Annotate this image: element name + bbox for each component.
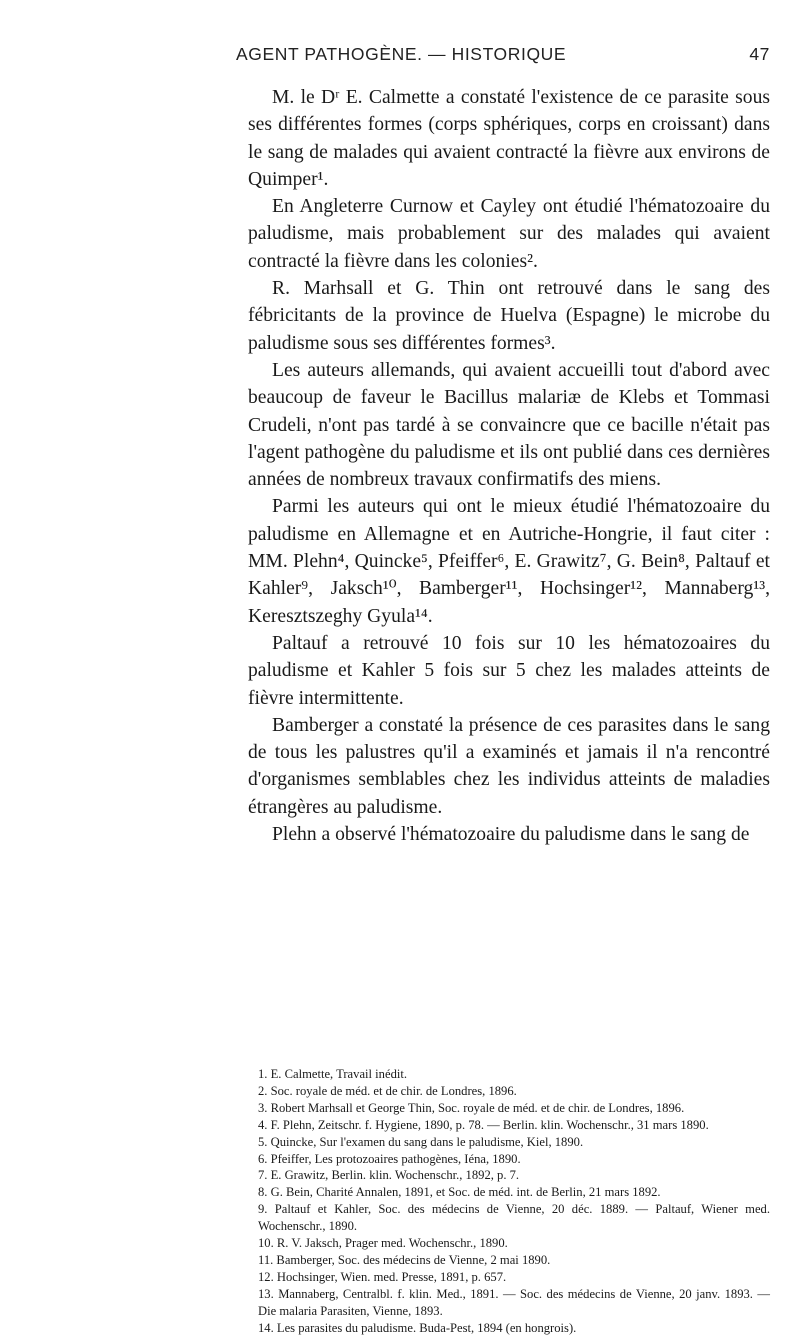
running-header bbox=[236, 44, 770, 76]
footnote: 9. Paltauf et Kahler, Soc. des médecins de Vienne, 20 déc. 1889. — Paltauf, Wiener med. Wochenschr., 1890. bbox=[258, 1202, 770, 1234]
paragraph-author-list: Parmi les auteurs qui ont le mieux étudié l'hématozoaire du paludisme en Allemagne et en Autriche-Hongrie, il faut citer : MM. Plehn⁴, Quincke⁵, Pfeiffer⁶, E. Grawitz⁷, G. Bein⁸, Paltauf et Kahler⁹, Jaksch¹⁰, Bamberger¹¹, Hochsinger¹², Mannaberg¹³, Keresztszeghy Gyula¹⁴. bbox=[248, 496, 770, 627]
paragraph-marhsall-thin: R. Marhsall et G. Thin ont retrouvé dans le sang des fébricitants de la province de Huelva (Espagne) le microbe du paludisme sous ses différentes formes³. bbox=[248, 278, 770, 354]
footnote: 8. G. Bein, Charité Annalen, 1891, et Soc. de méd. int. de Berlin, 21 mars 1892. bbox=[258, 1185, 661, 1200]
footnote: 12. Hochsinger, Wien. med. Presse, 1891, p. 657. bbox=[258, 1269, 507, 1284]
footnote: 1. E. Calmette, Travail inédit. bbox=[258, 1067, 408, 1081]
paragraph-german-authors: Les auteurs allemands, qui avaient accueilli tout d'abord avec beaucoup de faveur le Bacillus malariæ de Klebs et Tommasi Crudeli, n'ont pas tardé à se convaincre que ce bacille n'était pas l'agent pathogène du paludisme et ils ont publié dans ces dernières années de nombreux travaux confirmatifs des miens. bbox=[248, 359, 770, 491]
footnote: 6. Pfeiffer, Les protozoaires pathogènes, Iéna, 1890. bbox=[258, 1151, 521, 1166]
page-number: 47 bbox=[749, 44, 770, 64]
paragraph-bamberger: Bamberger a constaté la présence de ces parasites dans le sang de tous les palustres qu'il a examinés et jamais il n'a rencontré d'organismes semblables chez les individus atteints de maladies étrangères au paludisme. bbox=[248, 714, 770, 818]
paragraph-paltauf-kahler: Paltauf a retrouvé 10 fois sur 10 les hématozoaires du paludisme et Kahler 5 fois sur 5 chez les malades atteints de fièvre intermittente. bbox=[248, 632, 770, 709]
footnote: 11. Bamberger, Soc. des médecins de Vienne, 2 mai 1890. bbox=[258, 1252, 551, 1267]
footnote: 4. F. Plehn, Zeitschr. f. Hygiene, 1890, p. 78. — Berlin. klin. Wochenschr., 31 mars 1890. bbox=[258, 1117, 709, 1132]
footnote: 3. Robert Marhsall et George Thin, Soc. royale de méd. et de chir. de Londres, 1896. bbox=[258, 1100, 685, 1115]
footnote: 14. Les parasites du paludisme. Buda-Pest, 1894 (en hongrois). bbox=[258, 1320, 577, 1335]
footnote: 5. Quincke, Sur l'examen du sang dans le paludisme, Kiel, 1890. bbox=[258, 1134, 584, 1149]
footnote: 10. R. V. Jaksch, Prager med. Wochenschr., 1890. bbox=[258, 1236, 508, 1251]
footnote: 7. E. Grawitz, Berlin. klin. Wochenschr., 1892, p. 7. bbox=[258, 1168, 520, 1183]
paragraph-curnow-cayley: En Angleterre Curnow et Cayley ont étudié l'hématozoaire du paludisme, mais probablement sur des malades qui avaient contracté la fièvre dans les colonies². bbox=[248, 196, 770, 272]
footnote: 2. Soc. royale de méd. et de chir. de Londres, 1896. bbox=[258, 1083, 517, 1098]
footnote: 13. Mannaberg, Centralbl. f. klin. Med., 1891. — Soc. des médecins de Vienne, 20 janv. 1893. — Die malaria Parasiten, Vienne, 1893. bbox=[258, 1286, 770, 1318]
running-title: AGENT PATHOGÈNE. — HISTORIQUE bbox=[236, 44, 567, 64]
footnotes bbox=[248, 1066, 770, 1337]
body-text bbox=[248, 84, 770, 848]
paragraph-calmette: M. le Dʳ E. Calmette a constaté l'existence de ce parasite sous ses différentes formes (corps sphériques, corps en croissant) dans le sang de malades qui avaient contracté la fièvre aux environs de Quimper¹. bbox=[248, 87, 770, 190]
paragraph-plehn: Plehn a observé l'hématozoaire du paludisme dans le sang de bbox=[272, 824, 750, 846]
